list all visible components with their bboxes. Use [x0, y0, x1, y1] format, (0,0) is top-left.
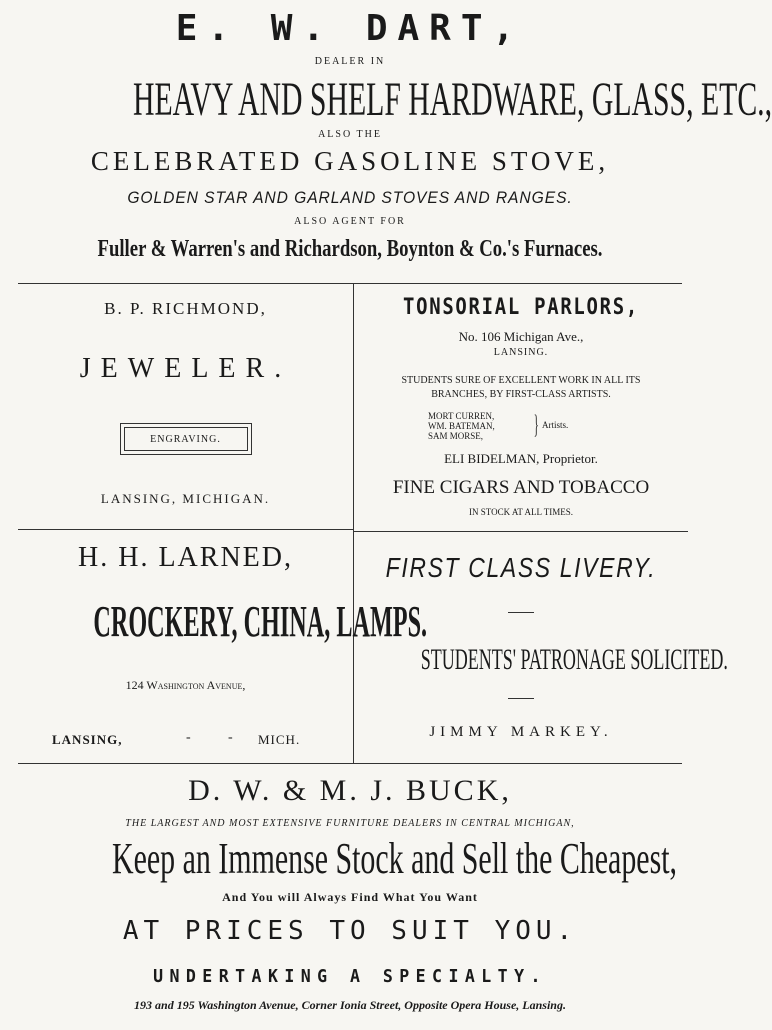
dart-heavy-hardware: HEAVY AND SHELF HARDWARE, GLASS, ETC., — [133, 73, 772, 126]
artists-label: Artists. — [542, 420, 569, 430]
livery-patronage: STUDENTS' PATRONAGE SOLICITED. — [420, 643, 728, 676]
larned-name: H. H. LARNED, — [78, 542, 293, 573]
larned-lansing: LANSING, — [52, 732, 123, 747]
larned-advertisement — [18, 530, 428, 763]
larned-mich: MICH. — [258, 732, 301, 747]
dart-dealer-in: DEALER IN — [314, 56, 386, 67]
tonsorial-students-1: STUDENTS SURE OF EXCELLENT WORK IN ALL ITS — [401, 375, 641, 386]
livery-advertisement — [354, 532, 728, 763]
buck-keep: Keep an Immense Stock and Sell the Cheapest, — [112, 834, 678, 883]
dart-golden-star: GOLDEN STAR AND GARLAND STOVES AND RANGES. — [127, 188, 573, 207]
artist-name: WM. BATEMAN, — [428, 421, 495, 431]
engraving-box — [120, 423, 252, 455]
tonsorial-advertisement — [354, 283, 688, 529]
richmond-advertisement — [18, 283, 353, 529]
tonsorial-title: TONSORIAL PARLORS, — [402, 295, 639, 320]
artist-name: MORT CURREN, — [428, 411, 495, 421]
buck-undertaking: UNDERTAKING A SPECIALTY. — [153, 966, 547, 987]
livery-short-rule — [508, 612, 534, 613]
tonsorial-address: No. 106 Michigan Ave., — [458, 329, 584, 344]
richmond-name: B. P. RICHMOND, — [104, 299, 267, 318]
buck-name: D. W. & M. J. BUCK, — [188, 774, 512, 807]
buck-largest: THE LARGEST AND MOST EXTENSIVE FURNITURE DEALERS IN CENTRAL MICHIGAN, — [125, 818, 575, 829]
artist-name: SAM MORSE, — [428, 431, 484, 441]
artists-brace: } — [533, 410, 539, 439]
tonsorial-students-2: BRANCHES, BY FIRST-CLASS ARTISTS. — [431, 389, 611, 400]
dart-name: E. W. DART, — [175, 8, 525, 49]
buck-prices: AT PRICES TO SUIT YOU. — [122, 916, 578, 946]
buck-always: And You will Always Find What You Want — [222, 890, 478, 904]
buck-address: 193 and 195 Washington Avenue, Corner Ionia Street, Opposite Opera House, Lansing. — [134, 998, 566, 1012]
jeweler-title: JEWELER. — [79, 353, 292, 384]
livery-first-class: FIRST CLASS LIVERY. — [385, 552, 657, 583]
artists-list — [428, 411, 495, 441]
larned-dash: - — [228, 730, 233, 745]
divider-bottom — [18, 763, 682, 764]
tonsorial-in-stock: IN STOCK AT ALL TIMES. — [469, 507, 573, 517]
tonsorial-city: LANSING. — [493, 347, 549, 358]
livery-owner: JIMMY MARKEY. — [429, 724, 613, 740]
larned-crockery: CROCKERY, CHINA, LAMPS. — [93, 597, 428, 646]
livery-short-rule — [508, 698, 534, 699]
larned-address: 124 Washington Avenue, — [125, 678, 246, 692]
dart-furnaces: Fuller & Warren's and Richardson, Boynton & Co.'s Furnaces. — [97, 236, 603, 262]
richmond-location: LANSING, MICHIGAN. — [100, 491, 271, 506]
engraving-label: ENGRAVING. — [150, 433, 221, 445]
tonsorial-proprietor: ELI BIDELMAN, Proprietor. — [444, 451, 598, 466]
tonsorial-cigars: FINE CIGARS AND TOBACCO — [392, 477, 650, 498]
dart-also-agent: ALSO AGENT FOR — [294, 216, 406, 227]
dart-celebrated-stove: CELEBRATED GASOLINE STOVE, — [90, 146, 610, 176]
larned-dash: - — [186, 730, 191, 745]
dart-also-the: ALSO THE — [318, 129, 382, 140]
